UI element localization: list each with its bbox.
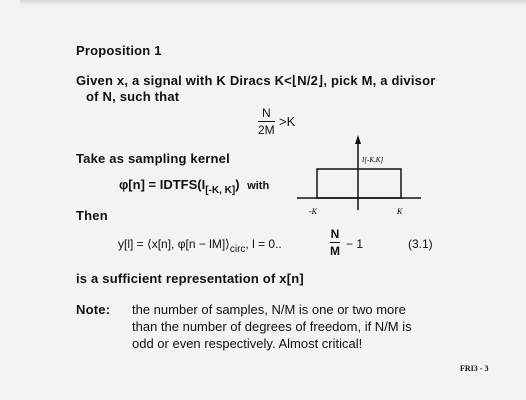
slide-footer: FRI3 - 3 <box>460 364 489 373</box>
equation-tail: − 1 <box>346 237 364 251</box>
equation-frac-numerator: N <box>330 227 340 241</box>
then-label: Then <box>76 208 108 223</box>
condition-denominator: 2M <box>258 123 275 137</box>
sufficient-line: is a sufficient representation of x[n] <box>76 271 304 286</box>
note-line-3: odd or even respectively. Almost critical! <box>132 336 363 351</box>
kernel-definition <box>119 177 270 196</box>
condition-fraction <box>258 106 275 137</box>
kernel-with: with <box>247 180 270 192</box>
plot-box-label: I[-K,K] <box>362 156 384 164</box>
equation-range: , l = 0.. <box>245 237 282 251</box>
equation-subscript: circ <box>229 244 246 255</box>
equation-fraction <box>330 227 340 258</box>
given-line-1: Given x, a signal with K Diracs K<⌊N/2⌋, pick M, a divisor <box>76 73 436 88</box>
equation-lhs: y[l] = ⟨x[n], φ[n − lM]⟩ <box>118 237 230 251</box>
condition-numerator: N <box>262 106 271 120</box>
note-label: Note: <box>76 302 111 317</box>
plot-y-axis-arrow <box>355 135 361 144</box>
plot-indicator-box <box>317 169 401 198</box>
fraction-bar <box>258 121 275 122</box>
equation-number: (3.1) <box>408 237 433 251</box>
kernel-rhs: ) <box>235 177 240 192</box>
note-line-2: than the number of degrees of freedom, if N/M is <box>132 319 412 334</box>
proposition-title: Proposition 1 <box>76 43 162 58</box>
slide-top-edge <box>20 0 526 6</box>
take-kernel-line: Take as sampling kernel <box>76 151 230 166</box>
kernel-subscript: [-K, K] <box>205 185 236 196</box>
note-line-1: the number of samples, N/M is one or two more <box>132 302 406 317</box>
given-line-2: of N, such that <box>86 89 180 104</box>
condition-rest: >K <box>279 114 296 129</box>
equation-fraction-bar <box>330 242 340 243</box>
plot-left-tick: -K <box>309 207 317 216</box>
equation-3-1 <box>118 237 282 255</box>
equation-frac-denominator: M <box>330 244 340 258</box>
plot-right-tick: K <box>397 207 403 216</box>
kernel-lhs: φ[n] = IDTFS(I <box>119 177 206 192</box>
indicator-plot <box>295 132 425 222</box>
